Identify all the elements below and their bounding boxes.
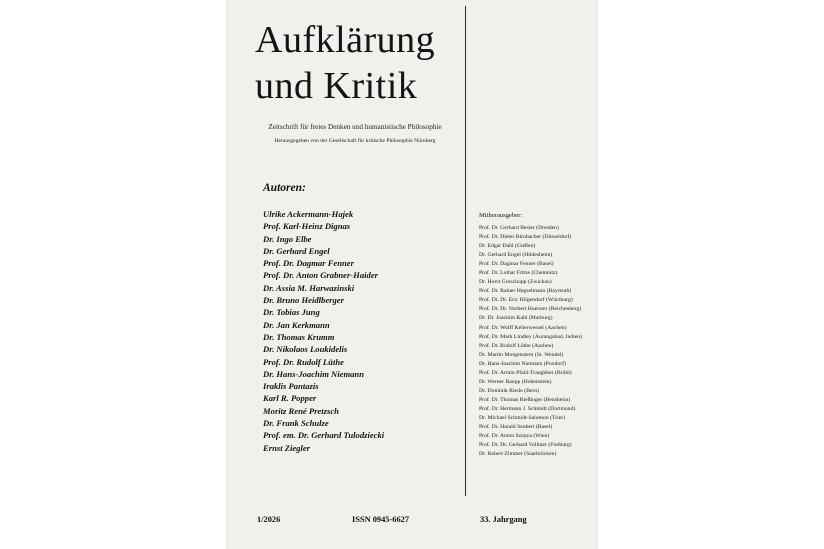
list-item: Prof. Dr. Dr. Eric Hilgendorf (Würzburg) <box>479 297 573 304</box>
list-item: Dr. Assia M. Harwazinski <box>263 282 355 293</box>
list-item: Dr. Hans-Joachim Niemann <box>263 368 364 379</box>
list-item: Prof. Dr. Dagmar Fenner (Basel) <box>479 261 554 268</box>
list-item: Prof. Dr. Armin Pfahl-Traughber (Brühl) <box>479 369 572 376</box>
journal-title-line-1: Aufklärung <box>255 19 436 61</box>
list-item: Dr. Gerhard Engel <box>263 245 330 256</box>
volume-number: 33. Jahrgang <box>480 515 527 524</box>
coeditors-list <box>479 224 597 459</box>
list-item: Prof. Dr. Harald Seubert (Basel) <box>479 424 553 431</box>
list-item: Prof. Dr. Rudolf Lüthe <box>263 356 344 367</box>
list-item: Dr. Dominik Riedo (Bern) <box>479 387 540 394</box>
authors-list <box>263 208 463 454</box>
list-item: Dr. Hans-Joachim Niemann (Poxdorf) <box>479 360 566 367</box>
list-item: Prof. Dr. Mark Lindley (Aurangabad, Indien) <box>479 333 582 340</box>
issue-number: 1/2026 <box>257 515 281 524</box>
list-item: Prof. Dr. Wolff Kellerwessel (Aachen) <box>479 324 567 331</box>
cover-footer <box>227 515 599 531</box>
list-item: Prof. em. Dr. Gerhard Tulodziecki <box>263 430 385 441</box>
list-item: Karl R. Popper <box>263 393 317 404</box>
issn-number: ISSN 0945-6627 <box>352 515 410 524</box>
list-item: Prof. Dr. Rudolf Lüthe (Aachen) <box>479 342 554 349</box>
journal-cover <box>226 0 598 549</box>
list-item: Ulrike Ackermann-Hajek <box>263 209 354 219</box>
list-item: Dr. Horst Groschopp (Zwickau) <box>479 279 552 286</box>
list-item: Prof. Dr. Hermann J. Schmidt (Dortmund) <box>479 405 576 412</box>
list-item: Prof. Dr. Anton Grabner-Haider <box>263 270 378 281</box>
list-item: Prof. Dr. Dr. Norbert Hoerster (Reichenberg) <box>479 306 582 313</box>
list-item: Dr. Nikolaos Loukidelis <box>263 344 348 355</box>
journal-subtitle: Zeitschrift für freies Denken und humanistische Philosophie <box>268 123 442 131</box>
journal-title-line-2: und Kritik <box>255 65 418 107</box>
list-item: Dr. Gerhard Engel (Hildesheim) <box>479 252 553 259</box>
list-item: Prof. Dr. Dr. Gerhard Vollmer (Freiburg) <box>479 442 572 449</box>
vertical-divider-rule <box>465 6 466 496</box>
list-item: Dr. Ingo Elbe <box>263 233 312 244</box>
list-item: Dr. Thomas Krumm <box>263 331 335 342</box>
list-item: Dr. Michael Schmidt-Salomon (Trier) <box>479 414 566 421</box>
list-item: Dr. Edgar Dahl (Gießen) <box>479 243 536 250</box>
list-item: Iraklis Pantazis <box>263 381 319 392</box>
list-item: Dr. Frank Schulze <box>263 418 329 429</box>
list-item: Dr. Dr. Joachim Kahl (Marburg) <box>479 315 553 322</box>
list-item: Prof. Dr. Dieter Birnbacher (Düsseldorf) <box>479 234 572 241</box>
list-item: Dr. Bruno Heidlberger <box>263 295 344 306</box>
list-item: Prof. Dr. Lothar Fritze (Chemnitz) <box>479 270 558 277</box>
list-item: Prof. Dr. Thomas Rießinger (Bensheim) <box>479 396 571 403</box>
list-item: Prof. Dr. Anton Szanya (Wien) <box>479 433 550 440</box>
authors-heading: Autoren: <box>263 182 306 194</box>
list-item: Ernst Ziegler <box>263 442 311 453</box>
list-item: Prof. Dr. Gerhard Besier (Dresden) <box>479 225 559 231</box>
coeditors-heading: Mitherausgeber: <box>479 212 523 219</box>
list-item: Moritz René Pretzsch <box>263 405 339 416</box>
journal-publisher-line: Herausgegeben von der Gesellschaft für kritische Philosophie Nürnberg <box>274 138 436 144</box>
list-item: Dr. Werner Raupp (Hohenstein) <box>479 378 552 385</box>
list-item: Prof. Dr. Dagmar Fenner <box>263 258 354 269</box>
list-item: Dr. Tobias Jung <box>263 307 320 318</box>
cover-title-block <box>255 18 455 146</box>
list-item: Prof. Dr. Rainer Hegselmann (Bayreuth) <box>479 288 572 295</box>
list-item: Prof. Karl-Heinz Dignas <box>263 221 351 232</box>
list-item: Dr. Martin Morgenstern (St. Wendel) <box>479 351 564 358</box>
list-item: Dr. Robert Zimmer (Saarbrücken) <box>479 451 557 458</box>
list-item: Dr. Jan Kerkmann <box>263 319 330 330</box>
